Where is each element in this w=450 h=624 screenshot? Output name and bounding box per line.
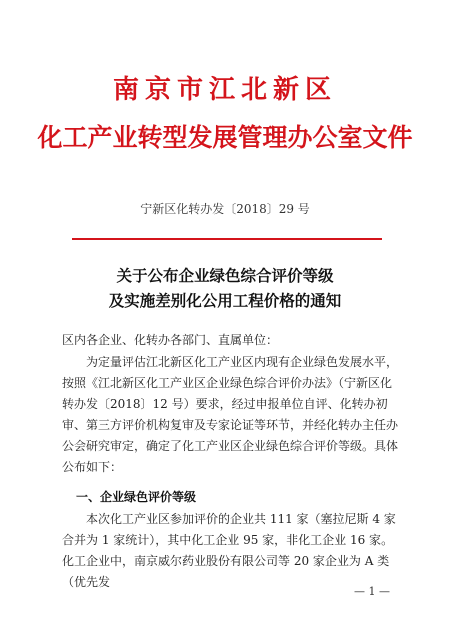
red-divider-line <box>72 238 382 240</box>
issuer-name: 南京市江北新区 <box>112 75 337 105</box>
section-heading-1: 一、企业绿色评价等级 <box>76 490 197 504</box>
document-number: 宁新区化转办发〔2018〕29 号 <box>140 202 310 216</box>
page-number: — 1 — <box>354 585 390 598</box>
body-paragraph-2: 本次化工产业区参加评价的企业共 111 家（塞拉尼斯 4 家合并为 1 家统计），其中化工企业 95 家，非化工企业 16 家。化工企业中，南京威尔药业股份有限公司等 20 家企业为 A 类（优先发 <box>62 512 396 589</box>
notice-title-line2: 及实施差别化公用工程价格的通知 <box>108 291 342 310</box>
addressee: 区内各企业、化转办各部门、直属单位： <box>62 333 279 347</box>
issuer-office-title: 化工产业转型发展管理办公室文件 <box>37 123 413 152</box>
body-paragraph-1: 为定量评估江北新区化工产业区内现有企业绿色发展水平，按照《江北新区化工产业区企业绿色综合评价办法》（宁新区化转办发〔2018〕12 号）要求，经过申报单位自评、化转办初审、第三方评价机构复审及专家论证等环节，并经化转办主任办公会研究审定，确定了化工产业区企业绿色综合评价等级。具体公布如下： <box>62 355 399 474</box>
notice-title-line1: 关于公布企业绿色综合评价等级 <box>116 266 334 285</box>
